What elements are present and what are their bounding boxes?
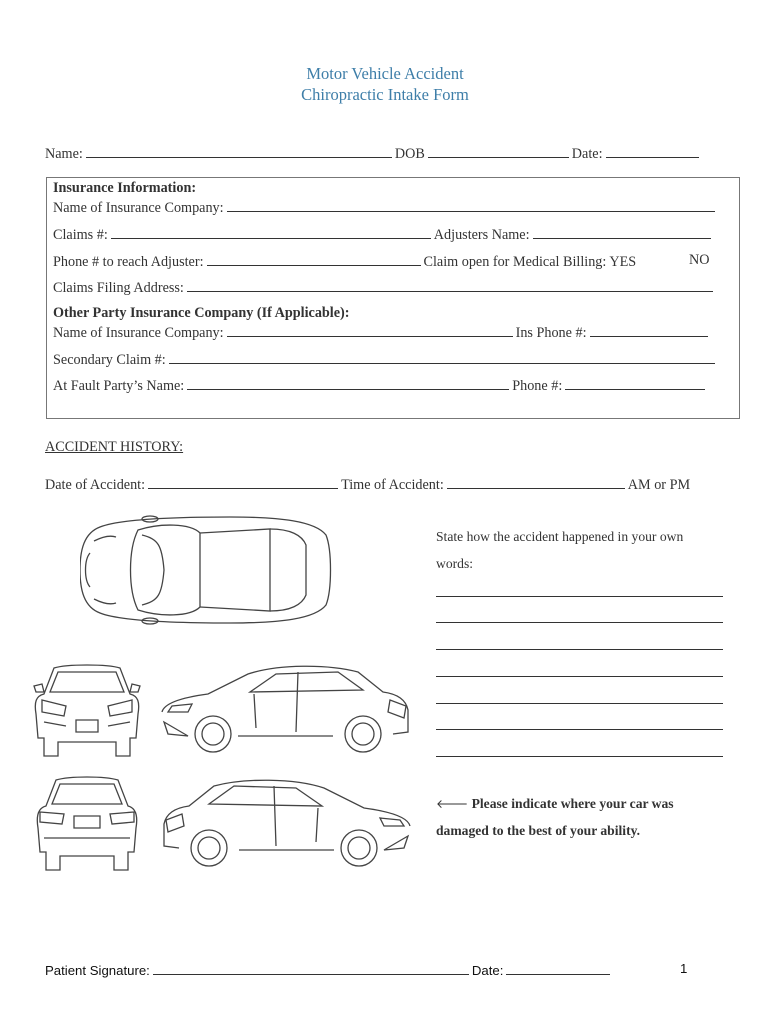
car-top-view-diagram[interactable] (80, 515, 332, 625)
describe-prompt-line1: State how the accident happened in your own (436, 529, 684, 544)
adjuster-name-field[interactable] (533, 225, 711, 239)
secondary-claim-field[interactable] (169, 350, 715, 364)
adjuster-phone-row (53, 252, 636, 271)
signature-row (45, 961, 613, 978)
fault-party-label: At Fault Party’s Name: (53, 378, 185, 394)
claim-open-label: Claim open for Medical Billing: YES (423, 254, 637, 270)
description-line-2[interactable] (436, 622, 723, 623)
dob-label: DOB (394, 146, 425, 162)
description-line-6[interactable] (436, 729, 723, 730)
footer-date-field[interactable] (506, 961, 610, 975)
other-company-field[interactable] (227, 323, 513, 337)
indicate-line1: 🡐 Please indicate where your car was (436, 796, 674, 811)
ins-phone-field[interactable] (590, 323, 708, 337)
description-line-4[interactable] (436, 676, 723, 677)
accident-datetime-row (45, 475, 690, 494)
car-rear-view-diagram[interactable] (32, 776, 142, 872)
description-line-1[interactable] (436, 596, 723, 597)
accident-date-label: Date of Accident: (45, 477, 146, 493)
fault-party-field[interactable] (187, 376, 509, 390)
filing-address-field[interactable] (187, 278, 713, 292)
form-title-line1: Motor Vehicle Accident (306, 64, 464, 83)
insurance-company-label: Name of Insurance Company: (53, 200, 224, 216)
dob-field[interactable] (428, 144, 569, 158)
name-field[interactable] (86, 144, 392, 158)
car-front-view-diagram[interactable] (32, 662, 142, 758)
description-line-5[interactable] (436, 703, 723, 704)
fault-phone-label: Phone #: (512, 378, 563, 394)
signature-label: Patient Signature: (45, 963, 150, 978)
adjuster-phone-label: Phone # to reach Adjuster: (53, 254, 204, 270)
insurance-company-row (53, 198, 718, 217)
secondary-claim-row (53, 350, 718, 369)
claims-field[interactable] (111, 225, 431, 239)
adjuster-phone-field[interactable] (207, 252, 421, 266)
claim-open-no-option[interactable]: NO (689, 252, 710, 268)
am-pm-label: AM or PM (627, 477, 691, 493)
claims-label: Claims #: (53, 227, 108, 243)
form-title-line2: Chiropractic Intake Form (301, 85, 469, 104)
signature-field[interactable] (153, 961, 469, 975)
indicate-line2: damaged to the best of your ability. (436, 823, 641, 838)
other-company-label: Name of Insurance Company: (53, 325, 224, 341)
claims-row (53, 225, 714, 244)
name-label: Name: (45, 146, 83, 162)
ins-phone-label: Ins Phone #: (515, 325, 587, 341)
accident-time-field[interactable] (447, 475, 625, 489)
filing-address-row (53, 278, 716, 297)
accident-time-label: Time of Accident: (341, 477, 444, 493)
secondary-claim-label: Secondary Claim #: (53, 352, 166, 368)
other-company-row (53, 323, 711, 342)
accident-history-heading: ACCIDENT HISTORY: (45, 439, 184, 455)
fault-party-row (53, 376, 708, 395)
insurance-company-field[interactable] (227, 198, 715, 212)
car-side-view-right-diagram[interactable] (158, 662, 413, 758)
page-number: 1 (680, 961, 688, 976)
insurance-heading: Insurance Information: (53, 180, 197, 196)
description-line-7[interactable] (436, 756, 723, 757)
description-line-3[interactable] (436, 649, 723, 650)
patient-header-row (45, 144, 702, 163)
other-party-heading: Other Party Insurance Company (If Applicable): (53, 305, 350, 321)
date-label: Date: (571, 146, 603, 162)
adjuster-name-label: Adjusters Name: (433, 227, 530, 243)
left-arrow-icon: 🡐 (436, 797, 469, 811)
car-side-view-left-diagram[interactable] (160, 776, 415, 872)
filing-address-label: Claims Filing Address: (53, 280, 184, 296)
accident-date-field[interactable] (148, 475, 338, 489)
footer-date-label: Date: (471, 963, 504, 978)
describe-prompt-line2: words: (436, 556, 474, 571)
fault-phone-field[interactable] (565, 376, 705, 390)
date-field[interactable] (606, 144, 699, 158)
